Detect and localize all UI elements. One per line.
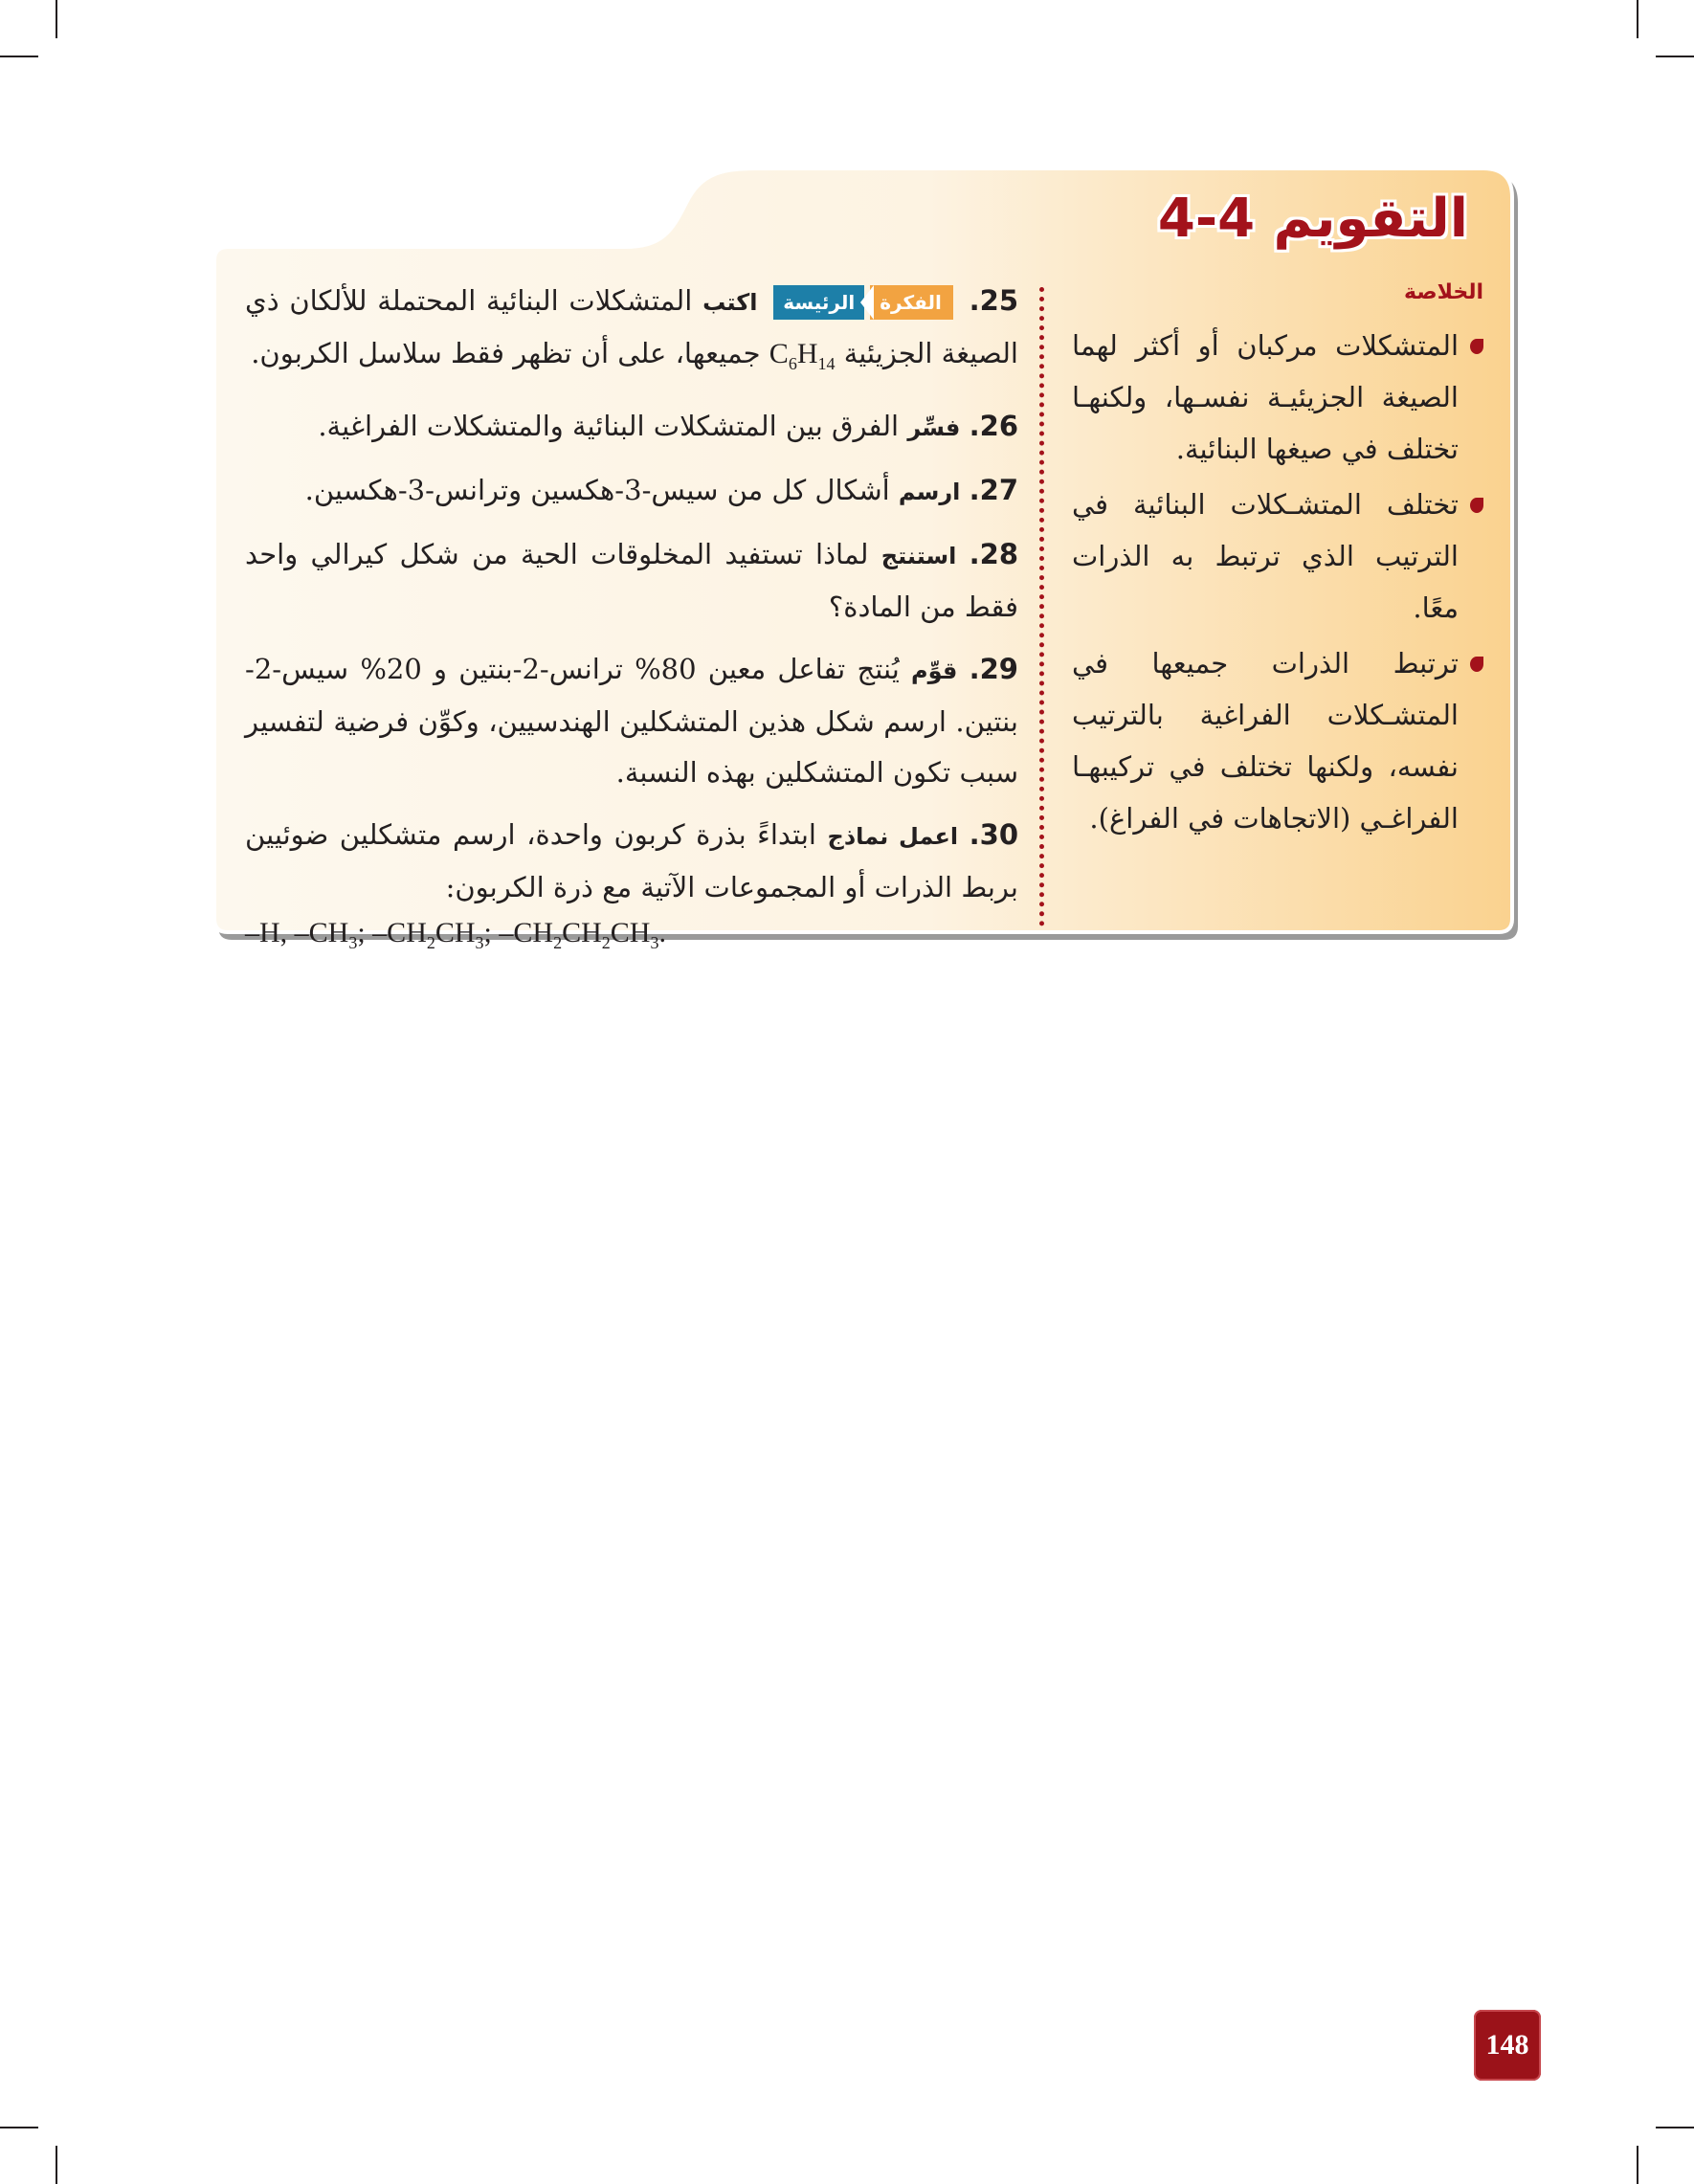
question-number: 27. <box>969 474 1018 506</box>
molecular-formula: $C_6H_{14}$ <box>769 338 836 373</box>
question-verb: قوِّم <box>911 657 958 684</box>
question-verb: اكتب <box>702 289 758 316</box>
questions-column <box>245 276 1018 978</box>
main-idea-badge <box>773 285 953 320</box>
crop-mark <box>0 56 38 57</box>
badge-label-blue: الرئيسة <box>773 285 864 320</box>
question-text: ابتداءً بذرة كربون واحدة، ارسم متشكلين ضوئيين بربط الذرات أو المجموعات الآتية مع ذرة الكربون: <box>245 818 1018 903</box>
question-item <box>245 465 1018 518</box>
crop-mark <box>0 2127 38 2128</box>
summary-heading: الخلاصة <box>1404 280 1483 304</box>
assessment-card <box>207 170 1522 952</box>
question-number: 26. <box>969 410 1018 442</box>
column-divider <box>1039 287 1044 926</box>
summary-bullet <box>1072 479 1483 634</box>
substituent-groups: –H, $-CH_3$; $-CH_2CH_3$; $-CH_2CH_2CH_3$. <box>245 917 666 952</box>
page-number: 148 <box>1474 2010 1541 2081</box>
crop-mark <box>1637 2146 1638 2184</box>
crop-mark <box>1656 2127 1694 2128</box>
question-number: 30. <box>969 818 1019 851</box>
summary-bullet-text: تختلف المتشـكلات البنائية في الترتيب الذي ترتبط به الذرات معًا. <box>1072 488 1459 624</box>
question-verb: اعمل نماذج <box>827 823 959 850</box>
question-verb: فسِّر <box>907 414 961 441</box>
question-number: 28. <box>969 538 1019 570</box>
summary-bullet <box>1072 637 1483 844</box>
question-text: أشكال كل من سيس-3-هكسين وترانس-3-هكسين. <box>304 474 890 506</box>
summary-bullet <box>1072 320 1483 475</box>
question-text: لماذا تستفيد المخلوقات الحية من شكل كيرالي واحد فقط من المادة؟ <box>245 538 1018 623</box>
crop-mark <box>56 0 57 38</box>
bullet-icon <box>1470 339 1483 354</box>
question-item <box>245 644 1018 798</box>
question-number: 29. <box>969 653 1018 685</box>
page-title: التقويم 4-4 <box>1157 188 1468 250</box>
badge-chevron-icon <box>860 285 874 320</box>
question-verb: استنتج <box>880 543 957 569</box>
badge-label-orange: الفكرة <box>870 285 953 320</box>
question-item <box>245 401 1018 454</box>
crop-mark <box>1637 0 1638 38</box>
crop-mark <box>56 2146 57 2184</box>
summary-column <box>1072 276 1483 848</box>
question-text: يُنتج تفاعل معين 80% ترانس-2-بنتين و 20% سيس-2- بنتين. ارسم شكل هذين المتشكلين الهندسيين، وكوِّن فرضية لتفسير سبب تكون المتشكلين بهذه النسبة. <box>245 653 1018 789</box>
summary-bullet-text: المتشكلات مركبان أو أكثر لهما الصيغة الجزيئيـة نفسـها، ولكنهـا تختلف في صيغها البنائية. <box>1072 329 1459 465</box>
question-item <box>245 810 1018 967</box>
bullet-icon <box>1470 498 1483 513</box>
summary-bullet-text: ترتبط الذرات جميعها في المتشـكلات الفراغية بالترتيب نفسه، ولكنها تختلف في تركيبهـا الفراغـي (الاتجاهات في الفراغ). <box>1072 647 1459 835</box>
bullet-icon <box>1470 657 1483 672</box>
crop-mark <box>1656 56 1694 57</box>
question-text: الفرق بين المتشكلات البنائية والمتشكلات الفراغية. <box>318 410 900 442</box>
question-number: 25. <box>969 284 1019 317</box>
question-verb: ارسم <box>898 479 961 505</box>
question-text: جميعها، على أن تظهر فقط سلاسل الكربون. <box>251 337 761 369</box>
question-item <box>245 276 1018 390</box>
question-text: المتشكلات البنائية المحتملة للألكان ذي الصيغة الجزيئية <box>245 284 1018 369</box>
question-item <box>245 529 1018 633</box>
